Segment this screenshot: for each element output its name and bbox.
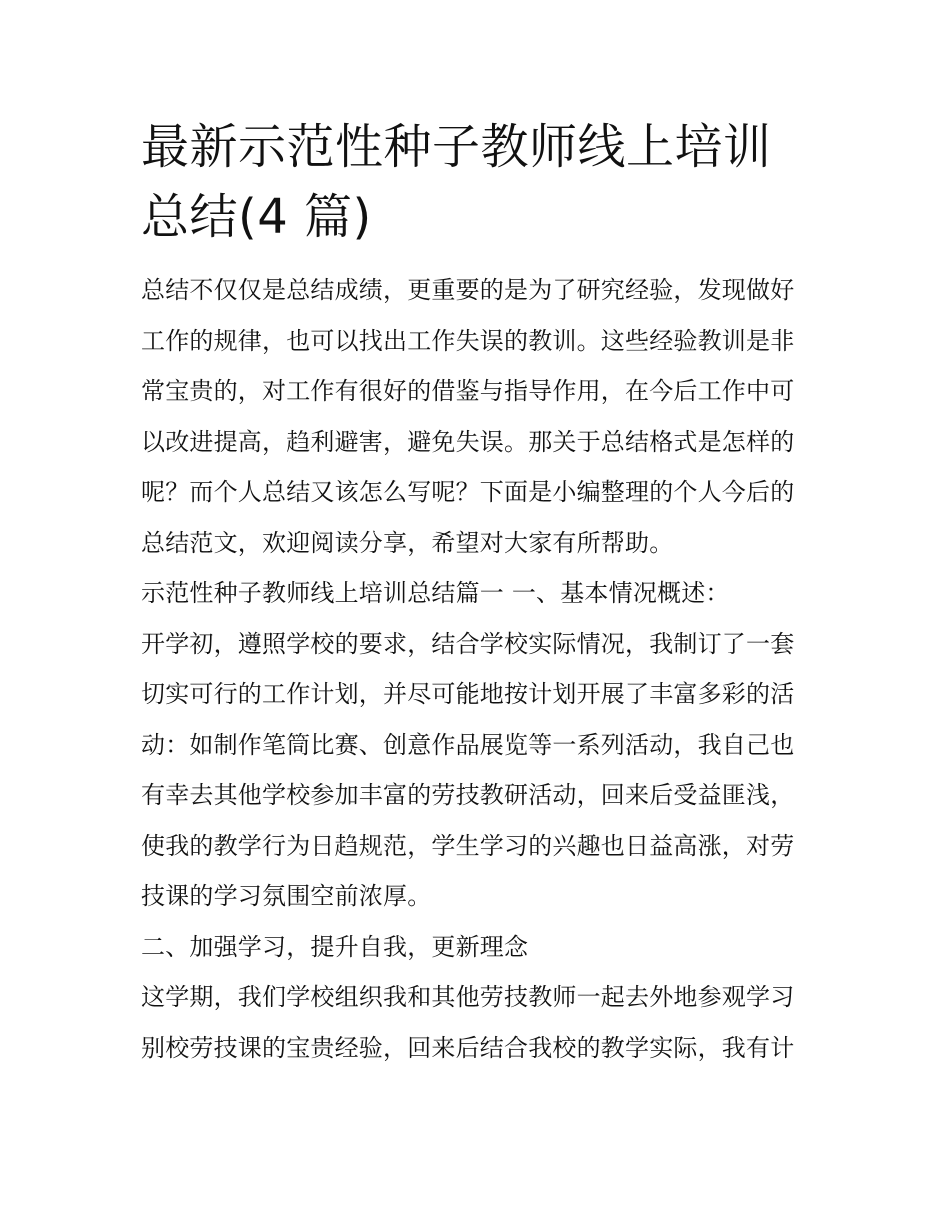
paragraph-line: 以改进提高，趋利避害，避免失误。那关于总结格式是怎样的 <box>141 427 795 456</box>
paragraph-line: 常宝贵的，对工作有很好的借鉴与指导作用，在今后工作中可 <box>141 377 795 405</box>
section-two-heading-paragraph <box>141 922 813 973</box>
document-body <box>141 265 813 1073</box>
paragraph-line: 使我的教学行为日趋规范，学生学习的兴趣也日益高涨，对劳 <box>141 831 795 860</box>
paragraph-line: 有幸去其他学校参加丰富的劳技教研活动，回来后受益匪浅， <box>141 781 795 809</box>
paragraph-line: 呢？而个人总结又该怎么写呢？下面是小编整理的个人今后的 <box>141 478 795 506</box>
intro-paragraph <box>141 265 813 568</box>
title-line: 总结(4 篇) <box>141 189 372 245</box>
document-content <box>141 112 813 1073</box>
section-heading-paragraph <box>141 568 813 619</box>
paragraph-line: 工作的规律，也可以找出工作失误的教训。这些经验教训是非 <box>141 326 795 355</box>
paragraph-line: 总结范文，欢迎阅读分享，希望对大家有所帮助。 <box>141 528 674 557</box>
paragraph-line: 技课的学习氛围空前浓厚。 <box>141 882 432 910</box>
paragraph-line: 开学初，遵照学校的要求，结合学校实际情况，我制订了一套 <box>141 629 795 658</box>
paragraph-line: 总结不仅仅是总结成绩，更重要的是为了研究经验，发现做好 <box>141 276 795 304</box>
paragraph-line: 动：如制作笔筒比赛、创意作品展览等一系列活动，我自己也 <box>141 730 795 759</box>
section-heading-line: 二、加强学习，提升自我，更新理念 <box>141 932 529 961</box>
paragraph-line: 切实可行的工作计划，并尽可能地按计划开展了丰富多彩的活 <box>141 680 795 708</box>
document-title <box>141 112 813 252</box>
paragraph-line: 这学期，我们学校组织我和其他劳技教师一起去外地参观学习 <box>141 983 795 1011</box>
title-line: 最新示范性种子教师线上培训 <box>141 119 772 175</box>
section-two-paragraph <box>141 972 813 1073</box>
paragraph-line: 别校劳技课的宝贵经验，回来后结合我校的教学实际，我有计 <box>141 1033 795 1062</box>
section-one-paragraph <box>141 619 813 922</box>
section-heading-line: 示范性种子教师线上培训总结篇一 一、基本情况概述： <box>141 579 730 607</box>
